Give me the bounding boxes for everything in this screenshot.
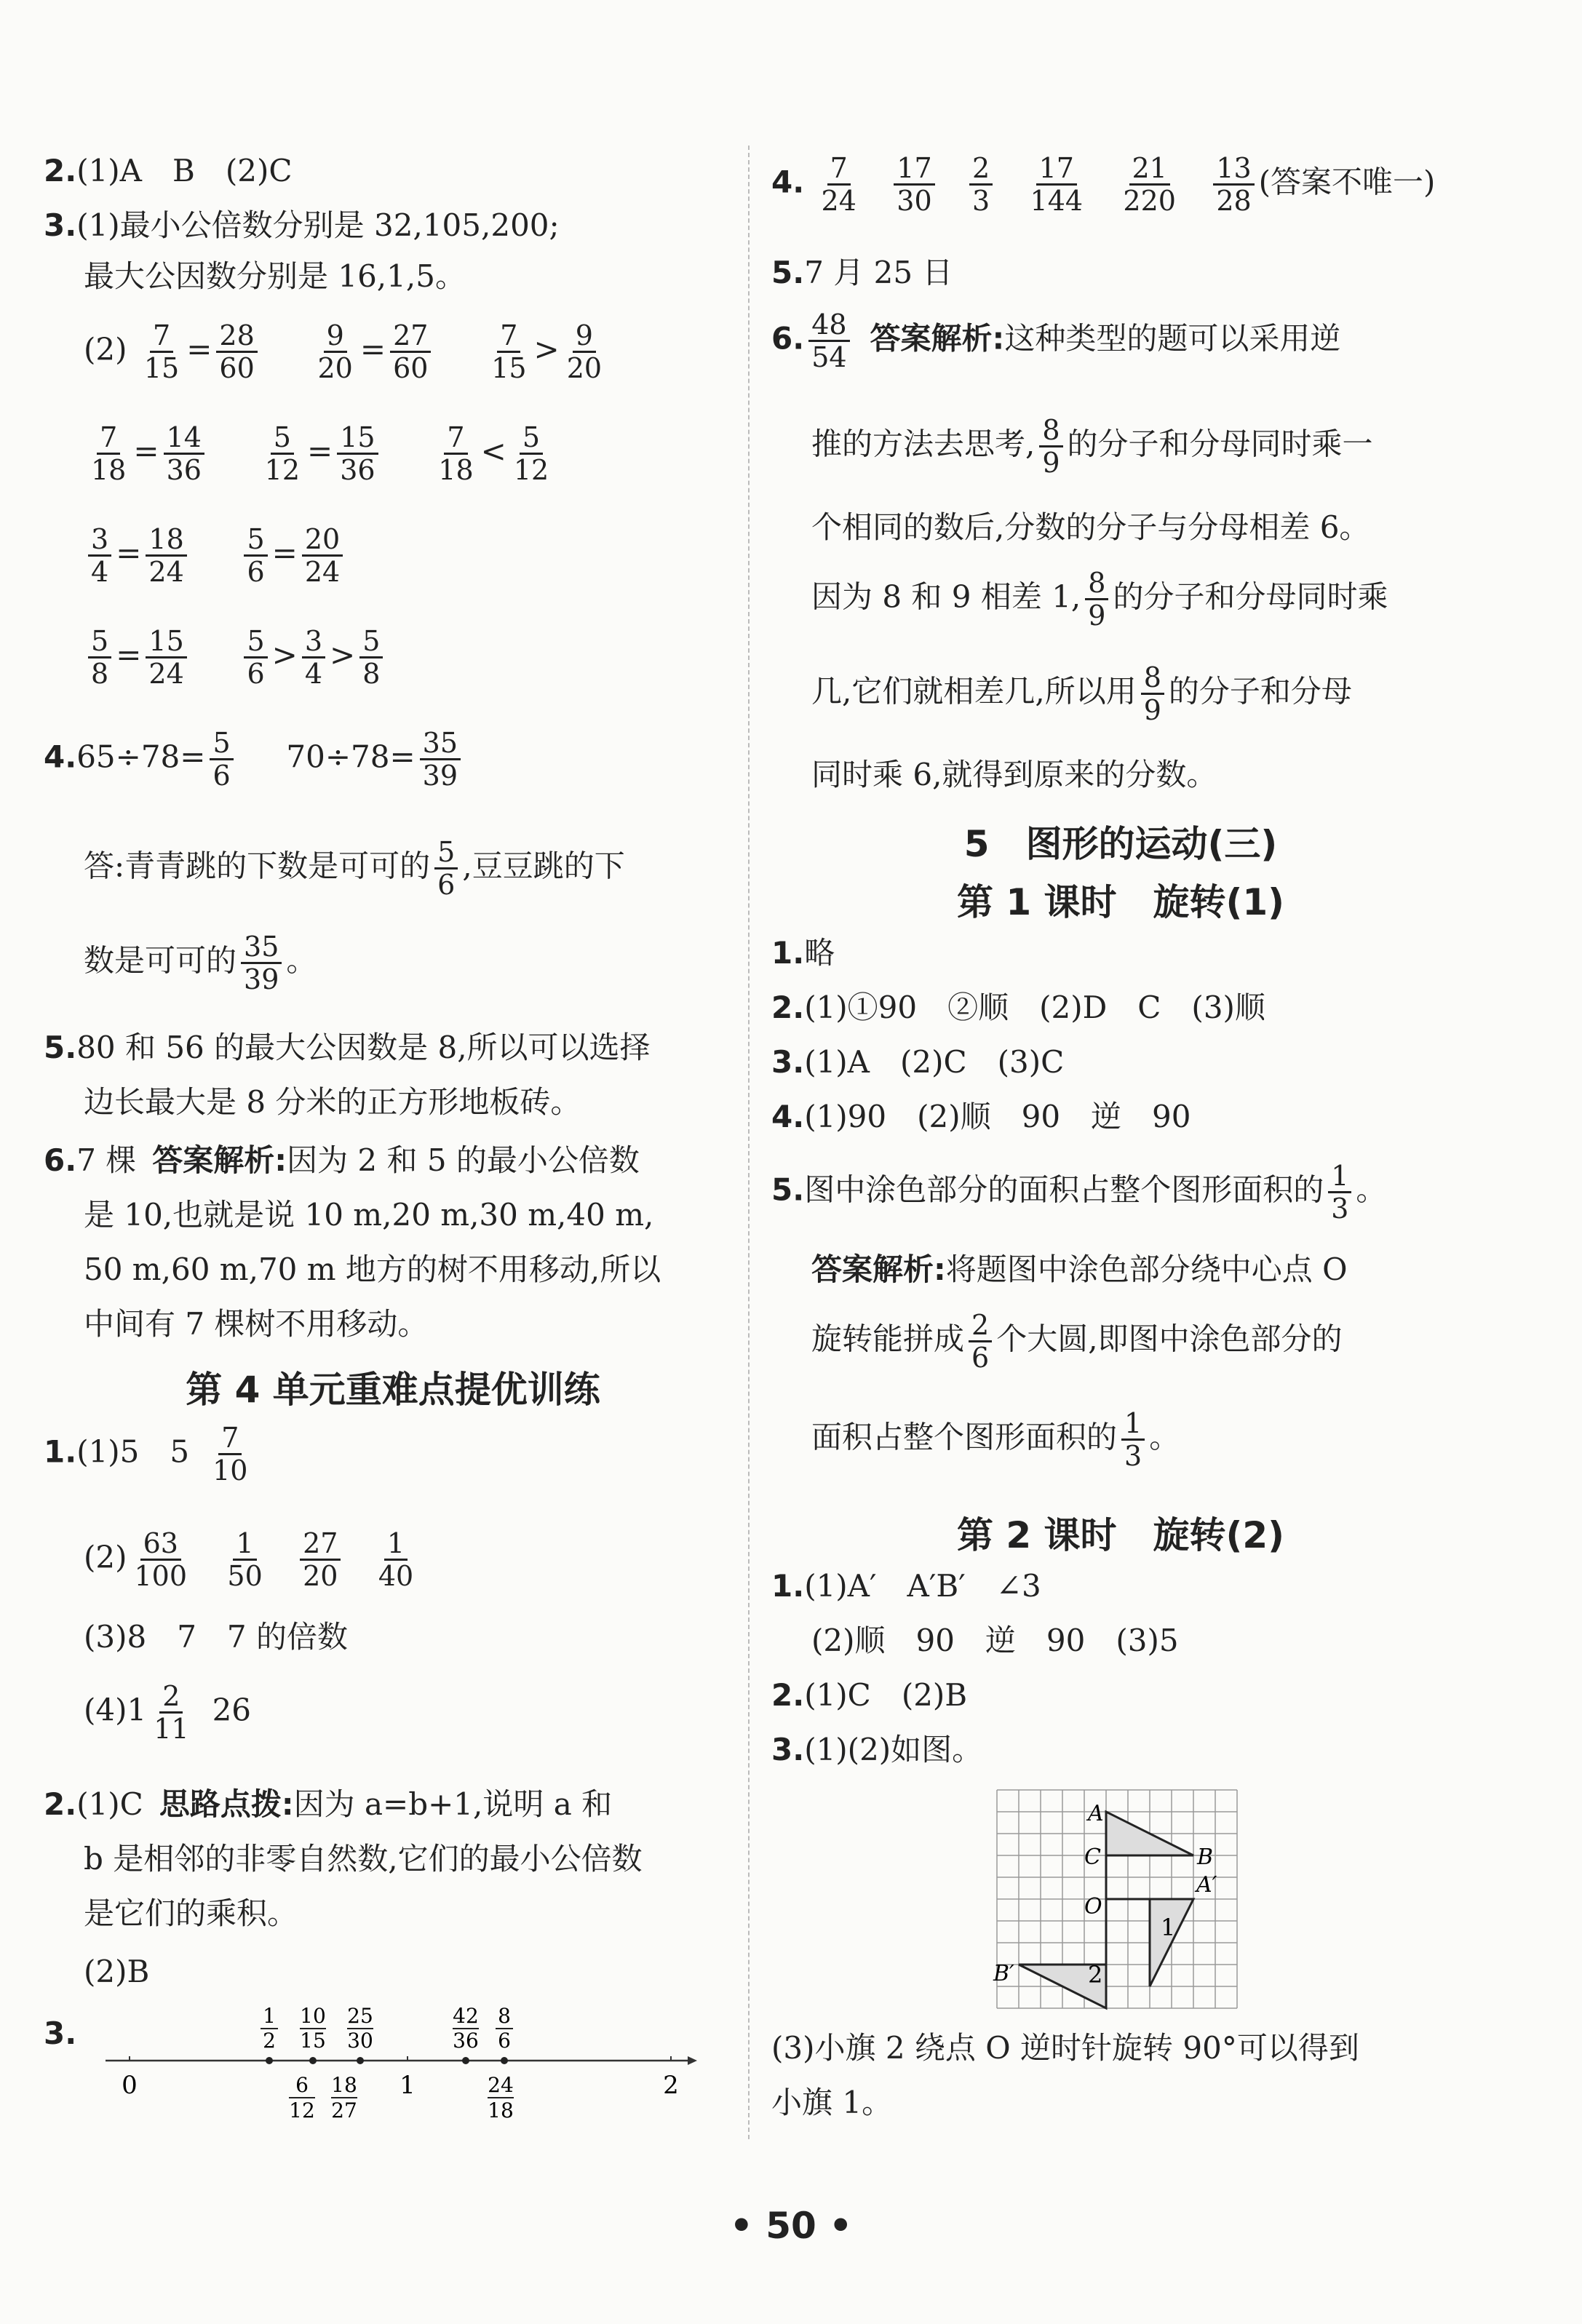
fraction: $\frac{5}{8}$ — [88, 626, 111, 689]
fraction: $\frac{27}{20}$ — [300, 1528, 341, 1591]
fraction: $\frac{5}{6}$ — [210, 728, 233, 791]
right-q6-line2: 推的方法去思考, $\frac{8}{9}$ 的分子和分母同时乘一 — [811, 414, 1373, 479]
fraction: $\frac{8}{9}$ — [1141, 662, 1164, 725]
question-number: 6. — [771, 320, 805, 357]
fraction: $\frac{7}{24}$ — [821, 152, 856, 217]
left-u2-line1: 2.(1)C 思路点拨:因为 a=b+1,说明 a 和 — [44, 1786, 613, 1822]
fraction: $\frac{9}{20}$ — [566, 319, 603, 384]
fraction: $\frac{5}{12}$ — [513, 421, 549, 486]
question-number: 3. — [44, 2015, 77, 2051]
label-flag-1: 1 — [1161, 1914, 1176, 1941]
fraction: $\frac{28}{60}$ — [216, 320, 257, 383]
answer-text: (1)最小公倍数分别是 32,105,200; — [76, 207, 560, 243]
right-l2-q3: 3.(1)(2)如图。 — [771, 1732, 983, 1767]
top-fraction-denominator: 2 — [263, 2029, 276, 2053]
right-q6-line6: 同时乘 6,就得到原来的分数。 — [811, 757, 1217, 792]
left-q4-answer1: 答:青青跳的下数是可可的 $\frac{5}{6}$ ,豆豆跳的下 — [84, 836, 625, 901]
tick-label: 1 — [400, 2071, 416, 2100]
left-u3-label — [44, 2015, 76, 2052]
top-fraction-numerator: 42 — [453, 2004, 479, 2028]
right-q4: 4. $\frac{7}{24}$ $\frac{17}{30}$ $\frac{2}{3}$ $\frac{17}{144}$ $\frac{21}{220}$ $\frac{13}{28}$ (答案不唯一) — [771, 152, 1436, 217]
right-l1-q5: 5.图中涂色部分的面积占整个图形面积的 $\frac{1}{3}$ 。 — [771, 1160, 1387, 1225]
left-u1-line3: (3)8 7 7 的倍数 — [84, 1619, 349, 1655]
question-number: 6. — [44, 1142, 77, 1178]
fraction: $\frac{63}{100}$ — [134, 1527, 188, 1592]
number-line — [102, 2001, 728, 2146]
fraction: $\frac{7}{15}$ — [491, 319, 527, 384]
fraction: $\frac{5}{6}$ — [244, 524, 267, 587]
bottom-fraction-numerator: 18 — [331, 2073, 357, 2097]
left-u2-line4: (2)B — [84, 1954, 150, 1989]
fraction: $\frac{1}{3}$ — [1121, 1408, 1145, 1471]
right-l2-q1-line1: 1.(1)A′ A′B′ ∠3 — [771, 1568, 1041, 1604]
top-fraction-denominator: 6 — [498, 2029, 511, 2053]
left-q6-line2: 是 10,也就是说 10 m,20 m,30 m,40 m, — [84, 1197, 654, 1233]
analysis-label: 答案解析: — [870, 320, 1005, 357]
bottom-fraction-numerator: 24 — [488, 2073, 514, 2097]
number-line-arrow — [688, 2056, 697, 2065]
left-q4-line1: 4.65÷78= $\frac{5}{6}$ 70÷78= $\frac{35}{39}$ — [44, 728, 465, 791]
fraction: $\frac{15}{24}$ — [146, 626, 186, 689]
point-top-2 — [309, 2057, 317, 2064]
fraction: $\frac{7}{15}$ — [143, 319, 180, 384]
right-l1-q5-line3: 面积占整个图形面积的 $\frac{1}{3}$ 。 — [811, 1407, 1180, 1472]
fraction: $\frac{1}{50}$ — [227, 1527, 263, 1592]
fraction: $\frac{3}{4}$ — [302, 626, 325, 689]
left-u2-line3: 是它们的乘积。 — [84, 1895, 298, 1931]
fraction: $\frac{2}{6}$ — [969, 1310, 992, 1373]
bottom-fraction-denominator: 27 — [331, 2098, 357, 2122]
question-number: 5. — [771, 255, 805, 290]
fraction: $\frac{7}{10}$ — [212, 1422, 248, 1487]
fraction: $\frac{9}{20}$ — [317, 319, 353, 384]
right-l1-q4: 4.(1)90 (2)顺 90 逆 90 — [771, 1099, 1191, 1134]
top-fraction-numerator: 8 — [498, 2004, 511, 2028]
left-q2 — [44, 153, 293, 189]
question-number: 2. — [44, 153, 77, 188]
fraction: $\frac{14}{36}$ — [164, 422, 204, 485]
left-u1-line1: 1.(1)5 5 $\frac{7}{10}$ — [44, 1422, 255, 1486]
right-q6-line3: 个相同的数后,分数的分子与分母相差 6。 — [811, 509, 1370, 545]
part-label: (2) — [84, 331, 127, 367]
right-q6-line4: 因为 8 和 9 相差 1, $\frac{8}{9}$ 的分子和分母同时乘 — [811, 567, 1388, 632]
right-l1-q2: 2.(1)①90 ②顺 (2)D C (3)顺 — [771, 990, 1265, 1025]
left-q3-row4: $\frac{5}{8}$ = $\frac{15}{24}$ $\frac{5}{6}$ > $\frac{3}{4}$ > $\frac{5}{8}$ — [84, 626, 387, 689]
top-fraction-denominator: 15 — [300, 2029, 326, 2053]
fraction: $\frac{27}{60}$ — [390, 320, 431, 383]
point-top-3 — [357, 2057, 364, 2064]
fraction: $\frac{5}{12}$ — [264, 421, 300, 486]
rotation-grid-figure — [990, 1783, 1252, 2015]
column-divider — [748, 146, 750, 2139]
fraction: $\frac{1}{40}$ — [378, 1527, 414, 1592]
answer-text: (1)A B (2)C — [76, 153, 293, 188]
fraction: $\frac{35}{39}$ — [241, 931, 282, 995]
fraction: $\frac{7}{18}$ — [438, 421, 474, 486]
point-top-4 — [462, 2057, 469, 2064]
question-number: 4. — [44, 739, 77, 775]
fraction: $\frac{1}{3}$ — [1328, 1161, 1351, 1224]
right-l1-q1: 1.略 — [771, 935, 835, 971]
left-q4-answer2: 数是可可的 $\frac{35}{39}$ 。 — [84, 931, 317, 995]
fraction: $\frac{2}{3}$ — [969, 153, 993, 216]
right-q6-line5: 几,它们就相差几,所以用 $\frac{8}{9}$ 的分子和分母 — [811, 661, 1352, 726]
top-fraction-numerator: 1 — [263, 2004, 276, 2028]
bottom-fraction-denominator: 18 — [488, 2098, 514, 2122]
point-top-1 — [266, 2057, 273, 2064]
left-q5-line1: 5.80 和 56 的最大公因数是 8,所以可以选择 — [44, 1030, 651, 1065]
lesson-title-2: 第 2 课时 旋转(2) — [956, 1514, 1285, 1556]
fraction: $\frac{15}{36}$ — [337, 422, 378, 485]
question-number: 5. — [44, 1030, 77, 1065]
fraction: $\frac{20}{24}$ — [302, 524, 343, 587]
fraction: $\frac{35}{39}$ — [420, 728, 461, 791]
left-q6-line1: 6.7 棵 答案解析:因为 2 和 5 的最小公倍数 — [44, 1142, 640, 1178]
left-q6-line3: 50 m,60 m,70 m 地方的树不用移动,所以 — [84, 1251, 661, 1287]
left-q3-row3: $\frac{3}{4}$ = $\frac{18}{24}$ $\frac{5}{6}$ = $\frac{20}{24}$ — [84, 524, 347, 587]
right-l2-q3-line2: 小旗 1。 — [771, 2085, 893, 2120]
fraction: $\frac{17}{144}$ — [1030, 152, 1084, 217]
left-u1-line2: (2) $\frac{63}{100}$ $\frac{1}{50}$ $\frac{27}{20}$ $\frac{1}{40}$ — [84, 1528, 421, 1591]
label-B: B — [1197, 1845, 1214, 1870]
fraction: $\frac{17}{30}$ — [894, 153, 934, 216]
label-A-prime: A′ — [1196, 1872, 1217, 1898]
bottom-fraction-denominator: 12 — [289, 2098, 315, 2122]
label-O: O — [1084, 1894, 1102, 1919]
left-q3-row1: (2) $\frac{7}{15}$ = $\frac{28}{60}$ $\frac{9}{20}$ = $\frac{27}{60}$ $\frac{7}{15}$ > $\frac{9}{20}$ — [84, 320, 609, 383]
question-number: 2. — [44, 1786, 77, 1822]
right-l1-q5-line2: 旋转能拼成 $\frac{2}{6}$ 个大圆,即图中涂色部分的 — [811, 1309, 1343, 1374]
fraction: $\frac{5}{6}$ — [434, 837, 458, 900]
fraction: $\frac{5}{6}$ — [244, 626, 267, 689]
top-fraction-numerator: 10 — [300, 2004, 326, 2028]
left-q3-line2: 最大公因数分别是 16,1,5。 — [84, 258, 466, 294]
fraction: $\frac{13}{28}$ — [1213, 153, 1254, 216]
top-fraction-denominator: 36 — [453, 2029, 479, 2053]
question-number: 3. — [44, 207, 77, 243]
fraction: $\frac{18}{24}$ — [146, 524, 186, 587]
left-u2-line2: b 是相邻的非零自然数,它们的最小公倍数 — [84, 1841, 643, 1877]
point-top-5 — [501, 2057, 508, 2064]
label-A: A — [1088, 1801, 1104, 1826]
fraction: $\frac{3}{4}$ — [88, 524, 111, 587]
label-flag-2: 2 — [1088, 1961, 1103, 1989]
fraction: $\frac{5}{8}$ — [359, 626, 383, 689]
left-q3-row2: $\frac{7}{18}$ = $\frac{14}{36}$ $\frac{5}{12}$ = $\frac{15}{36}$ $\frac{7}{18}$ < $\frac{5}{12}$ — [84, 422, 556, 485]
right-l2-q3-line1: (3)小旗 2 绕点 O 逆时针旋转 90°可以得到 — [771, 2030, 1359, 2066]
fraction: $\frac{48}{54}$ — [808, 309, 849, 373]
right-q6-line1: 6. $\frac{48}{54}$ 答案解析:这种类型的题可以采用逆 — [771, 309, 1341, 373]
hint-label: 思路点拨: — [159, 1786, 294, 1822]
right-l2-q1-line2: (2)顺 90 逆 90 (3)5 — [811, 1623, 1179, 1658]
fraction: $\frac{2}{11}$ — [154, 1680, 189, 1745]
question-number: 4. — [771, 164, 805, 200]
analysis-label: 答案解析: — [811, 1251, 946, 1287]
right-q5: 5.7 月 25 日 — [771, 255, 953, 290]
top-fraction-denominator: 30 — [347, 2029, 373, 2053]
analysis-label: 答案解析: — [152, 1142, 287, 1178]
page-number: • 50 • — [729, 2205, 853, 2247]
label-B-prime: B′ — [993, 1961, 1014, 1986]
right-l1-q3: 3.(1)A (2)C (3)C — [771, 1044, 1065, 1080]
label-C: C — [1084, 1845, 1101, 1870]
left-q3-line1 — [44, 207, 560, 244]
left-q5-line2: 边长最大是 8 分米的正方形地板砖。 — [84, 1084, 581, 1120]
left-q6-line4: 中间有 7 棵树不用移动。 — [84, 1306, 429, 1342]
tick-label: 0 — [122, 2071, 138, 2100]
tick-label: 2 — [663, 2071, 679, 2100]
fraction: $\frac{8}{9}$ — [1085, 568, 1108, 631]
right-l1-q5-analysis: 答案解析:将题图中涂色部分绕中心点 O — [811, 1251, 1348, 1287]
bottom-fraction-numerator: 6 — [295, 2073, 309, 2097]
fraction: $\frac{21}{220}$ — [1123, 152, 1176, 217]
fraction: $\frac{7}{18}$ — [91, 421, 127, 486]
right-l2-q2: 2.(1)C (2)B — [771, 1677, 968, 1713]
left-u1-line4: (4)1 $\frac{2}{11}$ 26 — [84, 1680, 252, 1745]
question-number: 1. — [44, 1433, 77, 1470]
lesson-title-1: 第 1 课时 旋转(1) — [956, 881, 1285, 923]
top-fraction-numerator: 25 — [347, 2004, 373, 2028]
section-title-unit4: 第 4 单元重难点提优训练 — [186, 1369, 600, 1411]
fraction: $\frac{8}{9}$ — [1039, 415, 1062, 478]
section-title-unit5: 5 图形的运动(三) — [963, 823, 1278, 865]
